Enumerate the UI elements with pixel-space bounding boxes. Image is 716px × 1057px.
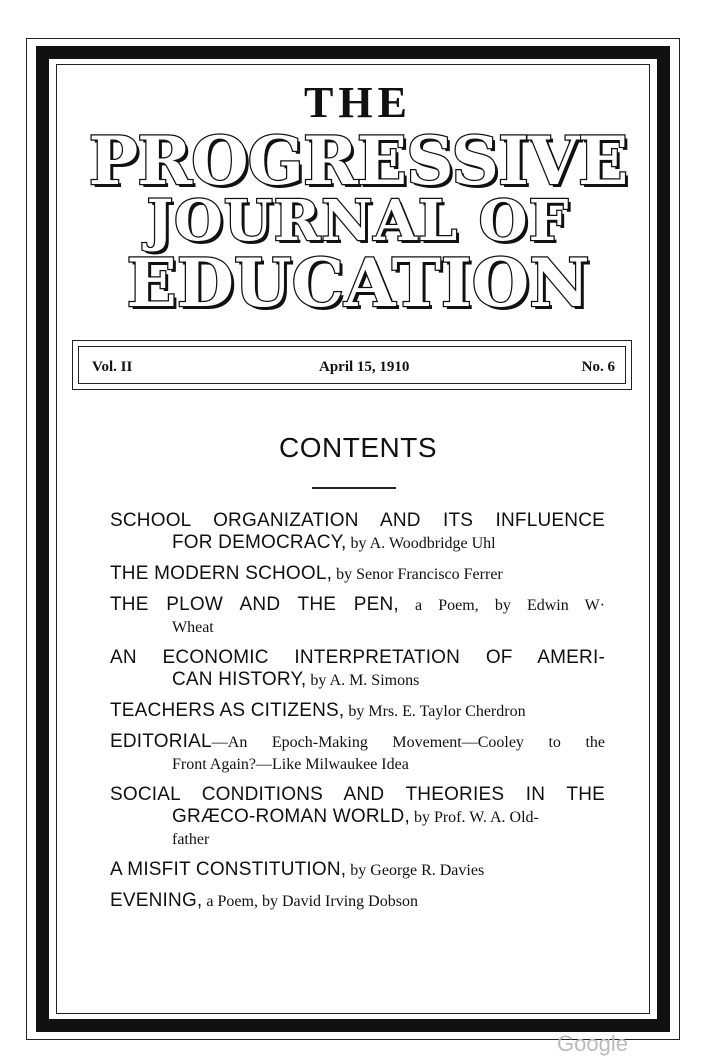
issue-info-box (72, 340, 632, 390)
masthead-the: THE (304, 78, 412, 127)
toc-title: EDITORIAL (110, 731, 212, 752)
toc-title: THE MODERN SCHOOL, (110, 563, 333, 584)
toc-entry-social-conditions (110, 784, 605, 851)
toc-byline: by Mrs. E. Taylor Cherdron (344, 703, 526, 720)
toc-entry-plow-and-pen (110, 594, 605, 639)
masthead-line-education: EDUCATION (126, 244, 590, 322)
issue-info-inner-frame (78, 346, 626, 384)
toc-byline: —An Epoch-Making Movement—Cooley to the (211, 734, 605, 751)
toc-title: A MISFIT CONSTITUTION, (110, 859, 347, 880)
toc-byline-continued: Wheat (172, 619, 214, 636)
table-of-contents (110, 510, 605, 921)
volume-label: Vol. II (92, 359, 133, 375)
toc-title: SOCIAL CONDITIONS AND THEORIES IN THE (110, 784, 605, 805)
toc-title-continued: FOR DEMOCRACY, (172, 532, 347, 553)
contents-divider (312, 487, 396, 489)
toc-title: SCHOOL ORGANIZATION AND ITS INFLUENCE (110, 510, 605, 531)
toc-byline: by Prof. W. A. Old- (409, 809, 539, 826)
toc-entry-school-organization (110, 510, 605, 555)
issue-number: No. 6 (581, 359, 615, 375)
toc-title: THE PLOW AND THE PEN, (110, 594, 399, 615)
toc-title: TEACHERS AS CITIZENS, (110, 700, 345, 721)
toc-byline: a Poem, by David Irving Dobson (202, 893, 418, 910)
toc-byline: by A. Woodbridge Uhl (346, 535, 496, 552)
toc-title: AN ECONOMIC INTERPRETATION OF AMERI- (110, 647, 605, 668)
toc-byline: by George R. Davies (346, 862, 485, 879)
toc-entry-misfit-constitution (110, 859, 605, 882)
toc-entry-teachers-as-citizens (110, 700, 605, 723)
masthead-line-progressive: PROGRESSIVE (88, 122, 628, 200)
toc-entry-modern-school (110, 563, 605, 586)
toc-byline-continued: Front Again?—Like Milwaukee Idea (172, 756, 409, 773)
contents-title: CONTENTS (279, 432, 437, 463)
toc-entry-evening (110, 890, 605, 913)
toc-title-continued: CAN HISTORY, (172, 669, 307, 690)
toc-byline: a Poem, by Edwin W· (398, 597, 605, 614)
scan-watermark: Google (557, 1031, 628, 1056)
toc-entry-economic-interpretation (110, 647, 605, 692)
issue-date: April 15, 1910 (319, 359, 410, 375)
toc-title-continued: GRÆCO-ROMAN WORLD, (172, 806, 410, 827)
masthead-line-journal-of: JOURNAL OF (146, 188, 570, 254)
toc-entry-editorial (110, 731, 605, 776)
toc-byline: by Senor Francisco Ferrer (332, 566, 503, 583)
toc-byline-continued: father (172, 831, 210, 848)
toc-title: EVENING, (110, 890, 203, 911)
toc-byline: by A. M. Simons (306, 672, 420, 689)
